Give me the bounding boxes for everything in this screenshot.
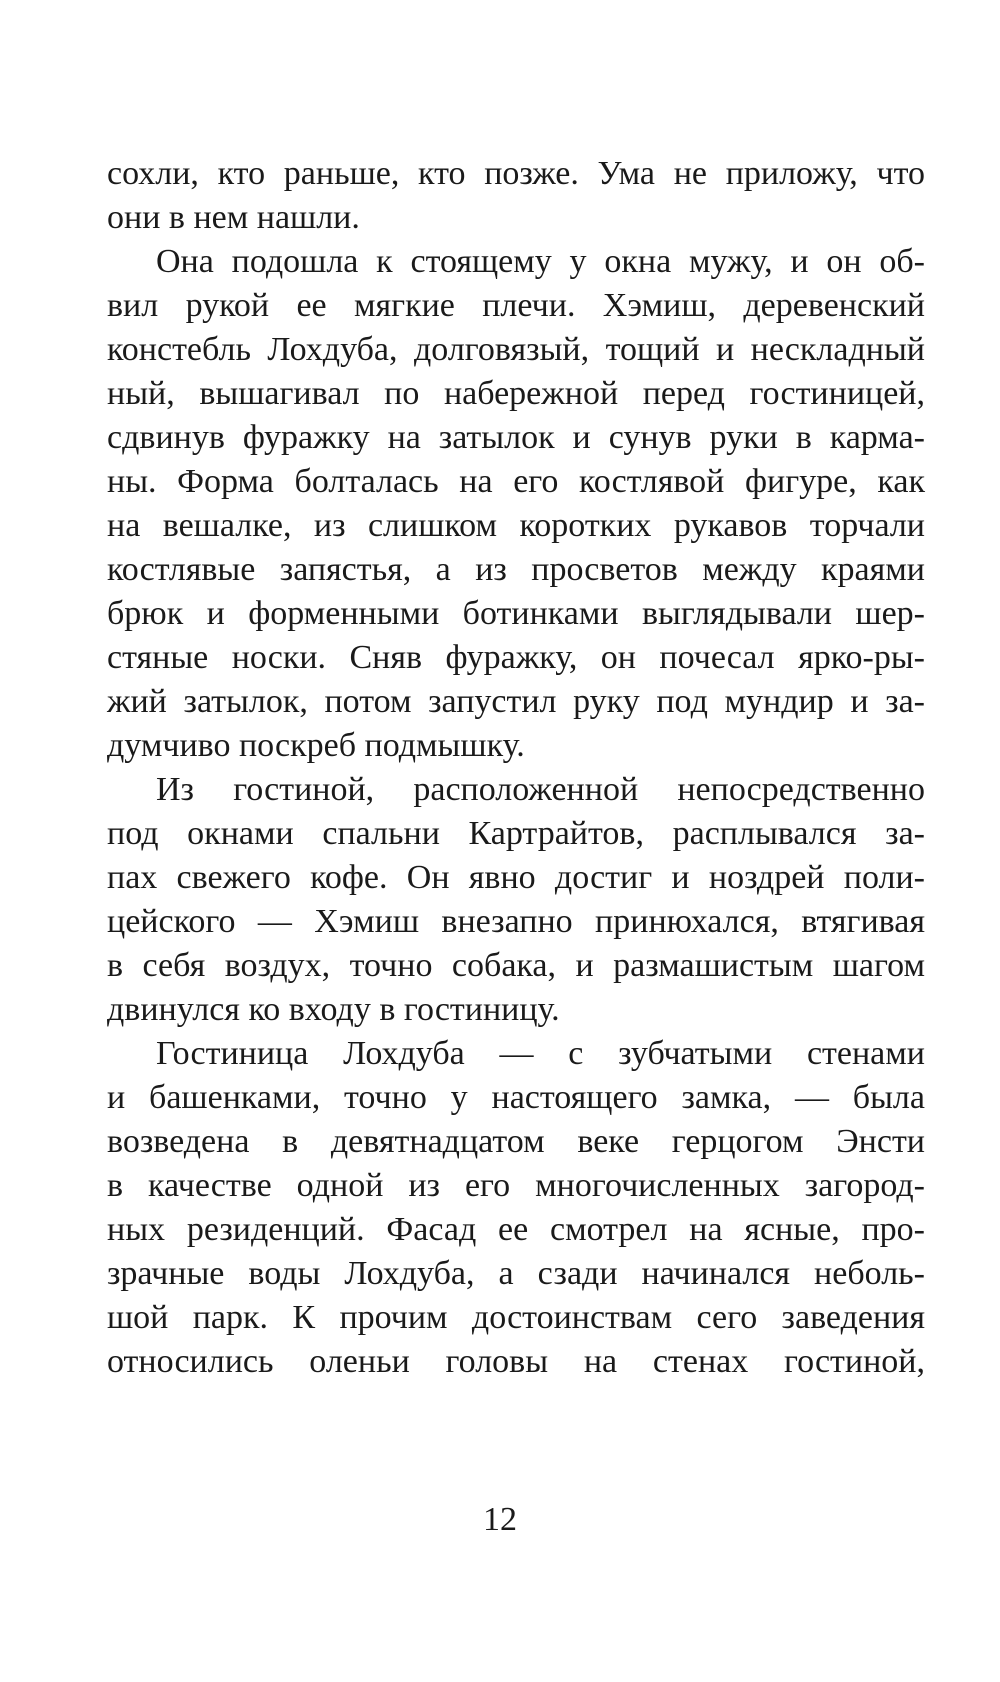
text-line: возведена в девятнадцатом веке герцогом Энсти [107, 1123, 925, 1160]
text-line: ный, вышагивал по набережной перед гостиницей, [107, 375, 925, 412]
text-line: Из гостиной, расположенной непосредственно [156, 771, 925, 808]
text-line: и башенками, точно у настоящего замка, — была [107, 1079, 925, 1116]
text-line: цейского — Хэмиш внезапно принюхался, втягивая [107, 903, 925, 940]
text-line: вил рукой ее мягкие плечи. Хэмиш, деревенский [107, 287, 925, 324]
text-line: сохли, кто раньше, кто позже. Ума не приложу, что [107, 155, 925, 192]
text-line: пах свежего кофе. Он явно достиг и ноздрей поли- [107, 859, 925, 896]
text-line: относились оленьи головы на стенах гостиной, [107, 1343, 925, 1380]
text-line: ны. Форма болталась на его костлявой фигуре, как [107, 463, 925, 500]
text-line: костлявые запястья, а из просветов между краями [107, 551, 925, 588]
text-line: ных резиденций. Фасад ее смотрел на ясные, про- [107, 1211, 925, 1248]
page-number: 12 [483, 1501, 517, 1538]
text-line: на вешалке, из слишком коротких рукавов торчали [107, 507, 925, 544]
text-line: двинулся ко входу в гостиницу. [107, 991, 560, 1028]
text-line: Гостиница Лохдуба — с зубчатыми стенами [156, 1035, 925, 1072]
text-line: сдвинув фуражку на затылок и сунув руки в карма- [107, 419, 925, 456]
text-line: думчиво поскреб подмышку. [107, 727, 525, 764]
text-line: в себя воздух, точно собака, и размашистым шагом [107, 947, 925, 984]
text-line: в качестве одной из его многочисленных загород- [107, 1167, 925, 1204]
text-line: они в нем нашли. [107, 199, 360, 236]
text-line: стяные носки. Сняв фуражку, он почесал ярко-ры- [107, 639, 925, 676]
text-line: констебль Лохдуба, долговязый, тощий и нескладный [107, 331, 925, 368]
text-line: Она подошла к стоящему у окна мужу, и он об- [156, 243, 925, 280]
text-line: жий затылок, потом запустил руку под мундир и за- [107, 683, 925, 720]
text-line: шой парк. К прочим достоинствам сего заведения [107, 1299, 925, 1336]
text-line: брюк и форменными ботинками выглядывали шер- [107, 595, 925, 632]
text-line: под окнами спальни Картрайтов, расплывался за- [107, 815, 925, 852]
text-line: зрачные воды Лохдуба, а сзади начинался неболь- [107, 1255, 925, 1292]
